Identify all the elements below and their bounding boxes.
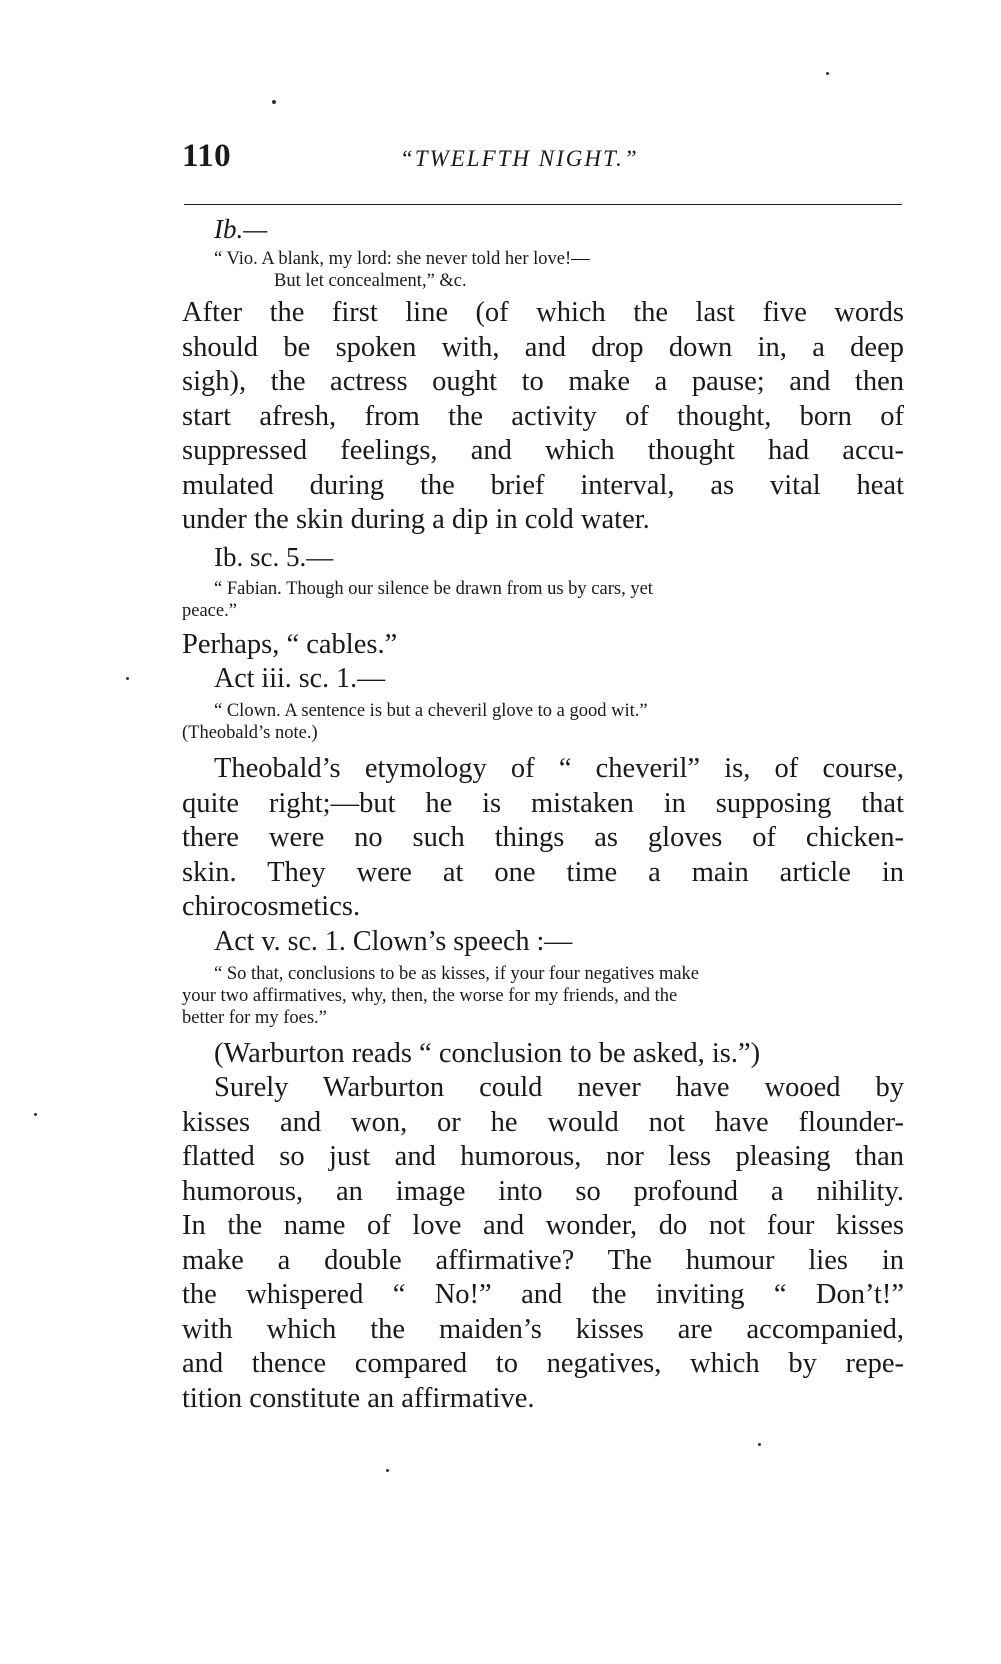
quote-line: But let concealment,” &c. <box>274 271 467 291</box>
quote-viola <box>182 248 904 292</box>
text-line: start afresh, from the activity of thought, born of <box>182 400 904 432</box>
text-line: (Warburton reads “ conclusion to be asked, is.”) <box>214 1037 761 1069</box>
quote-fabian <box>182 578 904 622</box>
text-line: mulated during the brief interval, as vital heat <box>182 469 904 501</box>
text-line: under the skin during a dip in cold water. <box>182 504 650 535</box>
reference-act5-sc1: Act v. sc. 1. Clown’s speech :— <box>214 925 573 957</box>
quote-clown-speech <box>182 963 904 1029</box>
text-line: quite right;—but he is mistaken in supposing that <box>182 787 904 819</box>
paragraph-warburton-reads <box>182 1037 904 1072</box>
page-number: 110 <box>182 138 232 174</box>
text-line: In the name of love and wonder, do not four kisses <box>182 1210 904 1241</box>
paragraph-first-line <box>182 296 904 538</box>
print-speck <box>758 1443 761 1446</box>
text-line: tition constitute an affirmative. <box>182 1382 535 1414</box>
header-rule <box>184 204 902 205</box>
text-line: and thence compared to negatives, which by repe- <box>182 1348 904 1379</box>
text-line: flatted so just and humorous, nor less pleasing than <box>182 1141 904 1172</box>
quote-line: peace.” <box>182 600 237 621</box>
print-speck <box>826 72 829 75</box>
text-line: the whispered “ No!” and the inviting “ Don’t!” <box>182 1279 904 1310</box>
text-line: chirocosmetics. <box>182 891 361 922</box>
reference-act3-sc1: Act iii. sc. 1.— <box>214 663 386 694</box>
paragraph-perhaps <box>182 628 904 663</box>
running-head <box>182 138 902 188</box>
quote-line: (Theobald’s note.) <box>182 723 318 743</box>
text-line: there were no such things as gloves of chicken- <box>182 822 904 853</box>
text-line: kisses and won, or he would not have flounder- <box>182 1106 904 1138</box>
text-line: make a double affirmative? The humour lies in <box>182 1244 904 1276</box>
quote-line: your two affirmatives, why, then, the worse for my friends, and the <box>182 985 678 1006</box>
text-line: After the first line (of which the last five words <box>182 297 904 328</box>
text-line: sigh), the actress ought to make a pause; and then <box>182 366 904 397</box>
quote-line: “ So that, conclusions to be as kisses, if your four negatives make <box>214 963 700 984</box>
text-line: with which the maiden’s kisses are accompanied, <box>182 1313 904 1345</box>
print-speck <box>272 100 276 104</box>
quote-clown <box>182 700 904 744</box>
page-body <box>182 212 904 1416</box>
quote-line: better for my foes.” <box>182 1007 327 1028</box>
print-speck <box>34 1113 37 1116</box>
text-line: humorous, an image into so profound a nihility. <box>182 1175 904 1207</box>
text-line: Perhaps, “ cables.” <box>182 628 398 660</box>
quote-line: “ Fabian. Though our silence be drawn from us by cars, yet <box>214 578 653 599</box>
running-title: “TWELFTH NIGHT.” <box>400 146 639 171</box>
text-line: Theobald’s etymology of “ cheveril” is, of course, <box>214 753 904 784</box>
print-speck <box>126 677 129 680</box>
quote-line: “ Vio. A blank, my lord: she never told her love!— <box>214 249 590 269</box>
text-line: Surely Warburton could never have wooed by <box>214 1072 904 1103</box>
text-line: skin. They were at one time a main article in <box>182 856 904 888</box>
text-line: should be spoken with, and drop down in, a deep <box>182 331 904 363</box>
paragraph-theobald <box>182 752 904 925</box>
reference-ib-sc5: Ib. sc. 5.— <box>214 541 334 572</box>
print-speck <box>386 1469 389 1472</box>
reference-ib: Ib.— <box>214 214 268 244</box>
paragraph-surely-warburton <box>182 1071 904 1416</box>
text-line: suppressed feelings, and which thought had accu- <box>182 435 904 466</box>
quote-line: “ Clown. A sentence is but a cheveril glove to a good wit.” <box>214 701 648 721</box>
